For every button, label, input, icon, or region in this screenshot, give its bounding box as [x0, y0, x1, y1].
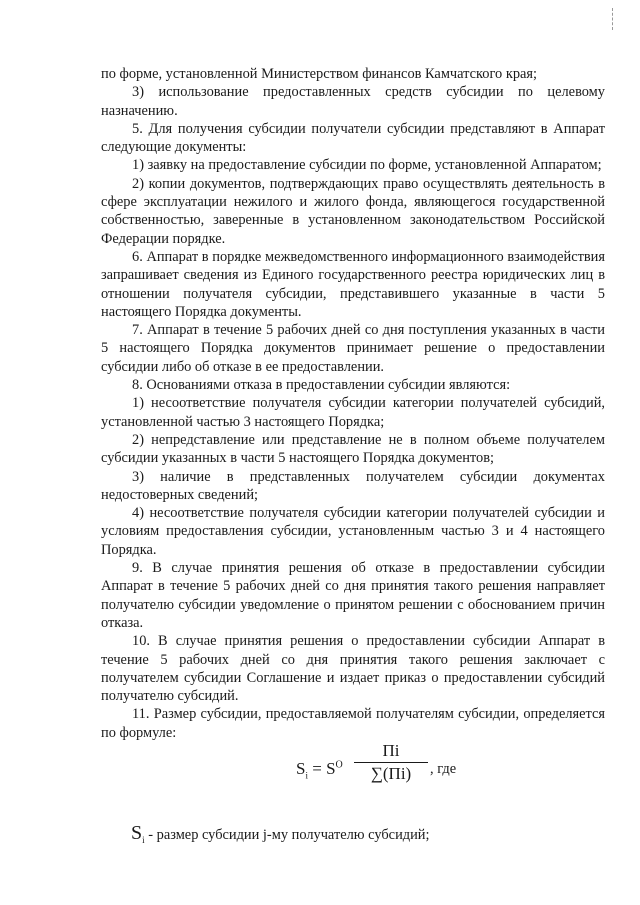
paragraph: 11. Размер субсидии, предоставляемой получателям субсидии, определяется по формуле:	[101, 706, 605, 741]
paragraph: 10. В случае принятия решения о предоставлении субсидии Аппарат в течение 5 рабочих дней со дня принятия такого решения заключает с получателем субсидии Соглашение и издает приказ о предоставлении субсидий получателю субсидий.	[101, 633, 605, 705]
subsidy-formula	[296, 741, 496, 797]
paragraph: 1) заявку на предоставление субсидии по форме, установленной Аппаратом;	[132, 157, 602, 174]
formula-fraction	[354, 741, 428, 784]
paragraph: по форме, установленной Министерством финансов Камчатского края;	[101, 66, 538, 82]
paragraph: 3) наличие в представленных получателем субсидии документах недостоверных сведений;	[101, 468, 605, 503]
paragraph: 9. В случае принятия решения об отказе в предоставлении субсидии Аппарат в течение 5 рабочих дней со дня принятия такого решения направляет получателю субсидии уведомление о принятом решении с обоснованием причин отказа.	[101, 560, 605, 631]
paragraph: 4) несоответствие получателя субсидии категории получателей субсидии и условиям предоставления субсидии, установленным частью 3 и 4 настоящего Порядка.	[101, 505, 605, 558]
scan-mark	[612, 8, 615, 30]
paragraph: 1) несоответствие получателя субсидии категории получателей субсидий, установленной частью 3 настоящего Порядка;	[101, 395, 605, 430]
formula-lhs: $S_i = S^O$	[296, 759, 343, 781]
formula-denominator: ∑(Пi)	[370, 764, 412, 783]
paragraph: 8. Основаниями отказа в предоставлении субсидии являются:	[132, 377, 511, 394]
paragraph: 2) копии документов, подтверждающих право осуществлять деятельность в сфере эксплуатации нежилого и жилого фонда, являющегося государственной собственностью, заверенные в установленном законодательством Российской Федерации порядке.	[101, 175, 605, 247]
formula-suffix: , где	[430, 761, 457, 777]
formula-numerator: Пi	[354, 741, 428, 763]
body-text	[101, 65, 605, 742]
paragraph: 2) непредставление или представление не в полном объеме получателем субсидии указанных в части 5 настоящего Порядка документов;	[101, 431, 605, 467]
definition-line: $S_i$ - размер субсидии j-му получателю субсидий;	[131, 822, 430, 845]
paragraph: 5. Для получения субсидии получатели субсидии представляют в Аппарат следующие документы:	[101, 120, 605, 156]
paragraph: 3) использование предоставленных средств субсидии по целевому назначению.	[101, 84, 605, 119]
paragraph: 6. Аппарат в порядке межведомственного информационного взаимодействия запрашивает сведения из Единого государственного реестра юридических лиц в отношении получателя субсидии, представившего указанные в части 5 настоящего Порядка документы.	[101, 248, 605, 320]
paragraph: 7. Аппарат в течение 5 рабочих дней со дня поступления указанных в части 5 настоящего Порядка документов принимает решение о предоставлении субсидии либо об отказе в ее предоставлении.	[101, 322, 605, 375]
